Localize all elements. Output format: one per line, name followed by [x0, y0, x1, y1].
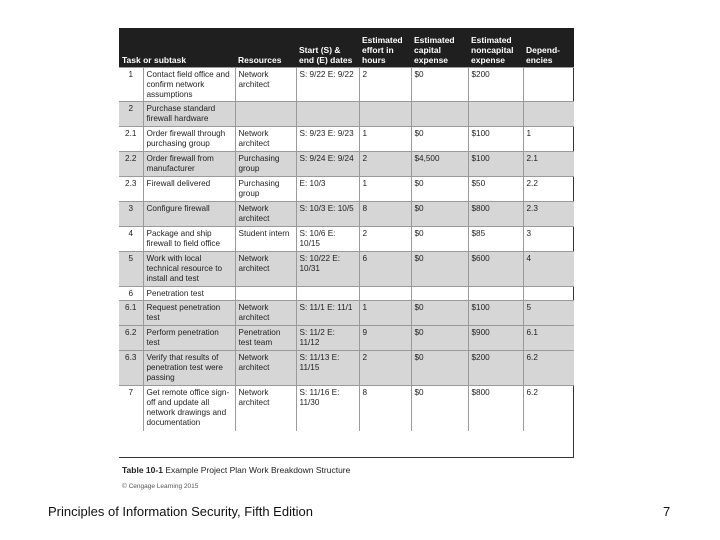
capital-expense-cell: $0: [411, 202, 468, 227]
page-number: 7: [663, 504, 671, 519]
dependencies-cell: [523, 287, 574, 301]
table-row: [119, 202, 574, 227]
table-header-row: [119, 28, 574, 68]
task-number-cell: 2.1: [119, 127, 143, 152]
table-row: [119, 351, 574, 386]
table-caption: [122, 465, 350, 475]
resources-cell: Student intern: [235, 227, 296, 252]
header-dependencies: Depend-encies: [523, 28, 574, 68]
effort-hours-cell: 2: [359, 152, 411, 177]
dependencies-cell: 6.2: [523, 386, 574, 431]
noncapital-expense-cell: $800: [468, 202, 523, 227]
task-description-cell: Order firewall through purchasing group: [143, 127, 235, 152]
dates-cell: S: 11/1 E: 11/1: [296, 301, 359, 326]
noncapital-expense-cell: $200: [468, 351, 523, 386]
capital-expense-cell: $4,500: [411, 152, 468, 177]
dependencies-cell: 3: [523, 227, 574, 252]
caption-text: Example Project Plan Work Breakdown Structure: [165, 465, 351, 475]
resources-cell: Network architect: [235, 386, 296, 431]
noncapital-expense-cell: [468, 287, 523, 301]
capital-expense-cell: [411, 287, 468, 301]
effort-hours-cell: 8: [359, 202, 411, 227]
table-row: [119, 102, 574, 127]
resources-cell: Network architect: [235, 202, 296, 227]
header-effort: Estimated effort in hours: [359, 28, 411, 68]
dates-cell: S: 11/13 E: 11/15: [296, 351, 359, 386]
resources-cell: [235, 102, 296, 127]
dependencies-cell: 2.2: [523, 177, 574, 202]
capital-expense-cell: $0: [411, 301, 468, 326]
resources-cell: Purchasing group: [235, 177, 296, 202]
table-row: [119, 252, 574, 287]
effort-hours-cell: 1: [359, 127, 411, 152]
caption-label: Table 10-1: [122, 465, 163, 475]
task-description-cell: Purchase standard firewall hardware: [143, 102, 235, 127]
capital-expense-cell: $0: [411, 227, 468, 252]
task-number-cell: 2.3: [119, 177, 143, 202]
noncapital-expense-cell: $800: [468, 386, 523, 431]
noncapital-expense-cell: $100: [468, 127, 523, 152]
dependencies-cell: [523, 102, 574, 127]
capital-expense-cell: $0: [411, 177, 468, 202]
resources-cell: Network architect: [235, 68, 296, 102]
dates-cell: S: 11/16 E: 11/30: [296, 386, 359, 431]
wbs-table: [119, 28, 574, 431]
capital-expense-cell: $0: [411, 127, 468, 152]
task-description-cell: Request penetration test: [143, 301, 235, 326]
header-task: Task or subtask: [119, 28, 235, 68]
task-number-cell: 7: [119, 386, 143, 431]
capital-expense-cell: $0: [411, 68, 468, 102]
table-row: [119, 227, 574, 252]
dates-cell: S: 10/22 E: 10/31: [296, 252, 359, 287]
resources-cell: Penetration test team: [235, 326, 296, 351]
dates-cell: S: 9/22 E: 9/22: [296, 68, 359, 102]
capital-expense-cell: $0: [411, 351, 468, 386]
noncapital-expense-cell: $100: [468, 152, 523, 177]
capital-expense-cell: [411, 102, 468, 127]
dependencies-cell: 2.1: [523, 152, 574, 177]
effort-hours-cell: 8: [359, 386, 411, 431]
table-row: [119, 301, 574, 326]
header-noncapital: Estimated noncapital expense: [468, 28, 523, 68]
header-dates: Start (S) & end (E) dates: [296, 28, 359, 68]
table-row: [119, 326, 574, 351]
table-row: [119, 287, 574, 301]
effort-hours-cell: 9: [359, 326, 411, 351]
wbs-table-container: [119, 28, 574, 458]
table-row: [119, 127, 574, 152]
dependencies-cell: 1: [523, 127, 574, 152]
dates-cell: S: 10/6 E: 10/15: [296, 227, 359, 252]
noncapital-expense-cell: $50: [468, 177, 523, 202]
table-body: [119, 68, 574, 431]
task-number-cell: 5: [119, 252, 143, 287]
task-description-cell: Contact field office and confirm network assumptions: [143, 68, 235, 102]
noncapital-expense-cell: $900: [468, 326, 523, 351]
task-description-cell: Verify that results of penetration test were passing: [143, 351, 235, 386]
task-number-cell: 4: [119, 227, 143, 252]
task-number-cell: 6.3: [119, 351, 143, 386]
noncapital-expense-cell: $600: [468, 252, 523, 287]
dates-cell: E: 10/3: [296, 177, 359, 202]
effort-hours-cell: 6: [359, 252, 411, 287]
task-description-cell: Perform penetration test: [143, 326, 235, 351]
task-description-cell: Get remote office sign-off and update all network drawings and documentation: [143, 386, 235, 431]
table-row: [119, 177, 574, 202]
task-number-cell: 2.2: [119, 152, 143, 177]
dates-cell: S: 9/23 E: 9/23: [296, 127, 359, 152]
dependencies-cell: [523, 68, 574, 102]
task-description-cell: Work with local technical resource to install and test: [143, 252, 235, 287]
noncapital-expense-cell: [468, 102, 523, 127]
dependencies-cell: 2.3: [523, 202, 574, 227]
dates-cell: [296, 102, 359, 127]
capital-expense-cell: $0: [411, 386, 468, 431]
copyright-notice: © Cengage Learning 2015: [122, 483, 199, 490]
dates-cell: S: 9/24 E: 9/24: [296, 152, 359, 177]
dependencies-cell: 5: [523, 301, 574, 326]
task-number-cell: 1: [119, 68, 143, 102]
header-resources: Resources: [235, 28, 296, 68]
capital-expense-cell: $0: [411, 252, 468, 287]
resources-cell: [235, 287, 296, 301]
task-description-cell: Order firewall from manufacturer: [143, 152, 235, 177]
task-number-cell: 6: [119, 287, 143, 301]
resources-cell: Network architect: [235, 127, 296, 152]
noncapital-expense-cell: $85: [468, 227, 523, 252]
effort-hours-cell: 1: [359, 301, 411, 326]
table-row: [119, 152, 574, 177]
noncapital-expense-cell: $100: [468, 301, 523, 326]
capital-expense-cell: $0: [411, 326, 468, 351]
dates-cell: S: 11/2 E: 11/12: [296, 326, 359, 351]
effort-hours-cell: 2: [359, 227, 411, 252]
resources-cell: Network architect: [235, 252, 296, 287]
dependencies-cell: 6.2: [523, 351, 574, 386]
table-row: [119, 68, 574, 102]
header-capital: Estimated capital expense: [411, 28, 468, 68]
noncapital-expense-cell: $200: [468, 68, 523, 102]
task-number-cell: 6.1: [119, 301, 143, 326]
resources-cell: Network architect: [235, 301, 296, 326]
task-description-cell: Firewall delivered: [143, 177, 235, 202]
dates-cell: S: 10/3 E: 10/5: [296, 202, 359, 227]
task-description-cell: Configure firewall: [143, 202, 235, 227]
effort-hours-cell: 2: [359, 351, 411, 386]
table-row: [119, 386, 574, 431]
effort-hours-cell: 2: [359, 68, 411, 102]
effort-hours-cell: [359, 287, 411, 301]
dependencies-cell: 4: [523, 252, 574, 287]
task-number-cell: 3: [119, 202, 143, 227]
task-description-cell: Penetration test: [143, 287, 235, 301]
resources-cell: Purchasing group: [235, 152, 296, 177]
resources-cell: Network architect: [235, 351, 296, 386]
task-number-cell: 2: [119, 102, 143, 127]
effort-hours-cell: 1: [359, 177, 411, 202]
dates-cell: [296, 287, 359, 301]
task-number-cell: 6.2: [119, 326, 143, 351]
effort-hours-cell: [359, 102, 411, 127]
footer-title: Principles of Information Security, Fifth Edition: [48, 504, 313, 519]
task-description-cell: Package and ship firewall to field office: [143, 227, 235, 252]
dependencies-cell: 6.1: [523, 326, 574, 351]
